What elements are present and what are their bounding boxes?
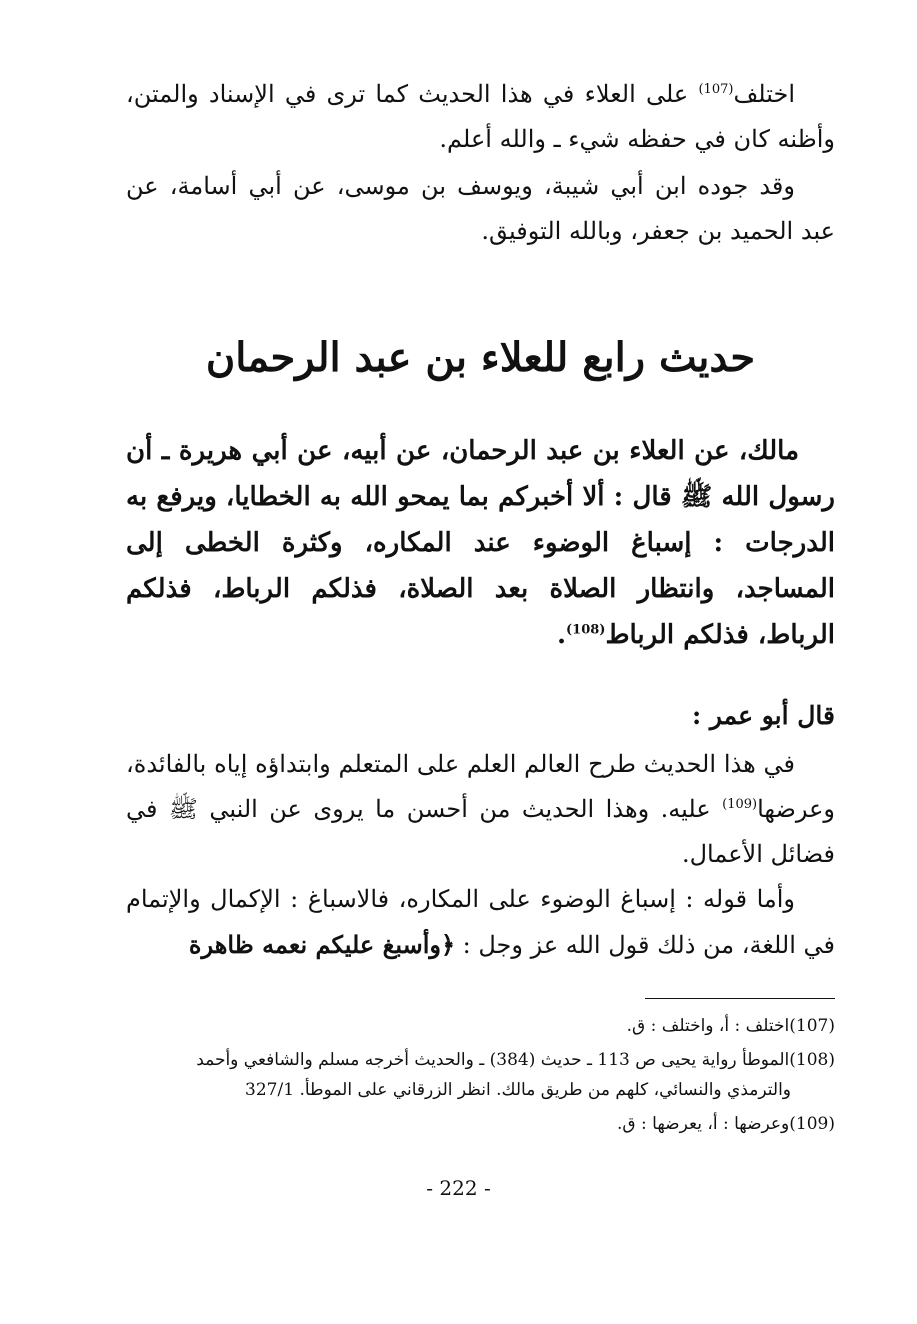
hadith-body: مالك، عن العلاء بن عبد الرحمان، عن أبيه، عن أبي هريرة ـ أن رسول الله ﷺ قال : ألا أخبركم بما يمحو الله به الخطايا، ويرفع به الدرجات : إسباغ الوضوء عند المكاره، وكثرة الخطى إلى المساجد، وانتظار الصلاة بعد الصلاة، فذلكم الرباط، فذلكم الرباط، فذلكم الرباط <box>126 436 835 650</box>
footnote-ref-107[interactable]: (107) <box>698 82 734 97</box>
intro-paragraph-1 <box>126 72 835 162</box>
footnote-ref-108[interactable]: (108) <box>566 622 606 638</box>
intro-text-cont: على العلاء في هذا الحديث كما ترى في الإسناد والمتن، وأظنه كان في حفظه شيء ـ والله أعلم. <box>126 80 835 153</box>
footnote-text: الموطأ رواية يحيى ص 113 ـ حديث (384) ـ والحديث أخرجه مسلم والشافعي وأحمد <box>196 1050 790 1070</box>
intro-paragraph-2: وقد جوده ابن أبي شيبة، ويوسف بن موسى، عن أبي أسامة، عن عبد الحميد بن جعفر، وبالله التوفيق. <box>126 172 835 245</box>
commentary-text-2: وأما قوله : إسباغ الوضوء على المكاره، فالاسباغ : الإكمال والإتمام في اللغة، من ذلك قول الله عز وجل : <box>126 885 835 959</box>
page-number: - 222 - <box>426 1176 491 1200</box>
hadith-text <box>126 428 835 658</box>
section-heading: حديث رابع للعلاء بن عبد الرحمان <box>205 334 756 381</box>
footnote-number: (107) <box>789 1016 835 1036</box>
quran-quote: ﴿وأسبغ عليكم نعمه ظاهرة <box>188 930 456 959</box>
commentary-paragraph-1 <box>126 742 835 877</box>
footnote-109 <box>126 1109 835 1139</box>
commentary-paragraph-2 <box>126 877 835 968</box>
footnote-text: اختلف : أ، واختلف : ق. <box>626 1016 790 1036</box>
footnote-number: (109) <box>789 1114 835 1134</box>
commentary-text-cont: عليه. وهذا الحديث من أحسن ما يروى عن النبي ﷺ في فضائل الأعمال. <box>126 795 835 868</box>
footnote-108 <box>126 1045 835 1105</box>
footnote-107 <box>126 1011 835 1041</box>
footnote-text-cont: والترمذي والنسائي، كلهم من طريق مالك. انظر الزرقاني على الموطأ. 327/1 <box>245 1080 791 1100</box>
intro-text: اختلف <box>733 80 795 108</box>
hadith-end: . <box>556 620 566 650</box>
commentary-title: قال أبو عمر : <box>691 701 835 730</box>
footnote-divider <box>645 998 835 999</box>
commentary-text: في هذا الحديث طرح العالم العلم على المتعلم وابتداؤه إياه بالفائدة، وعرضها <box>126 750 835 823</box>
footnote-ref-109[interactable]: (109) <box>722 797 758 812</box>
footnote-text: وعرضها : أ، يعرضها : ق. <box>617 1114 790 1134</box>
footnotes <box>126 1011 835 1139</box>
footnote-number: (108) <box>789 1050 835 1070</box>
